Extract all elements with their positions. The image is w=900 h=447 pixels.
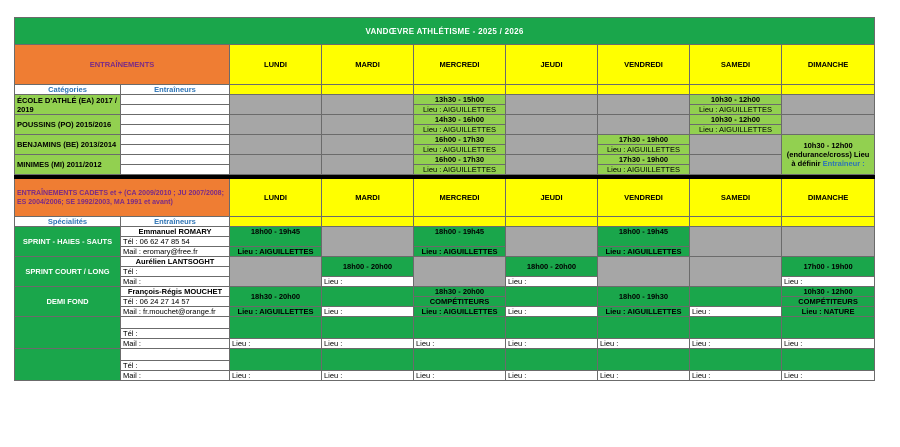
day-header-mercredi-2: MERCREDI: [414, 179, 506, 217]
df-thursday-place: Lieu :: [506, 307, 598, 317]
empty2-lieu-mer: Lieu :: [414, 371, 506, 381]
day-header-mardi: MARDI: [322, 45, 414, 85]
sprintcl-sunday-time: 17h00 - 19h00: [782, 257, 875, 277]
day-header-samedi-2: SAMEDI: [690, 179, 782, 217]
empty-specialty-2: [15, 349, 121, 381]
df-wednesday-sub: COMPÉTITEURS: [414, 297, 506, 307]
coach-lantsoght-tel: Tél :: [121, 267, 230, 277]
category-ea: ÉCOLE D'ATHLÉ (EA) 2017 / 2019: [15, 95, 121, 115]
day-header-lundi: LUNDI: [230, 45, 322, 85]
specialty-demi-fond: DEMI FOND: [15, 287, 121, 317]
df-monday-time: 18h30 - 20h00: [230, 287, 322, 307]
coach-mouchet-tel: Tél : 06 24 27 14 57: [121, 297, 230, 307]
sprintcl-thursday-time: 18h00 - 20h00: [506, 257, 598, 277]
sunday-cross-session: 10h30 - 12h00 (endurance/cross) Lieu à définir Entraîneur :: [782, 135, 875, 175]
day-header-lundi-2: LUNDI: [230, 179, 322, 217]
coach-lantsoght-mail: Mail :: [121, 277, 230, 287]
day-header-vendredi: VENDREDI: [598, 45, 690, 85]
day-header-dimanche: DIMANCHE: [782, 45, 875, 85]
df-tuesday-place: Lieu :: [322, 307, 414, 317]
be-wednesday-time: 16h00 - 17h30: [414, 135, 506, 145]
ea-saturday-time: 10h30 - 12h00: [690, 95, 782, 105]
day-header-dimanche-2: DIMANCHE: [782, 179, 875, 217]
coach-mouchet: François-Régis MOUCHET: [121, 287, 230, 297]
day-header-jeudi: JEUDI: [506, 45, 598, 85]
specialty-sprint-haies-sauts: SPRINT - HAIES - SAUTS: [15, 227, 121, 257]
empty1-mail: Mail :: [121, 339, 230, 349]
empty2-lieu-mar: Lieu :: [322, 371, 414, 381]
coaches-header: Entraîneurs: [121, 85, 230, 95]
po-wednesday-time: 14h30 - 16h00: [414, 115, 506, 125]
specialties-header: Spécialités: [15, 217, 121, 227]
mi-friday-place: Lieu : AIGUILLETTES: [598, 165, 690, 175]
day-header-samedi: SAMEDI: [690, 45, 782, 85]
ea-saturday-place: Lieu : AIGUILLETTES: [690, 105, 782, 115]
be-wednesday-place: Lieu : AIGUILLETTES: [414, 145, 506, 155]
empty2-lieu-jeu: Lieu :: [506, 371, 598, 381]
be-friday-time: 17h30 - 19h00: [598, 135, 690, 145]
empty1-lieu-mer: Lieu :: [414, 339, 506, 349]
empty1-lieu-sam: Lieu :: [690, 339, 782, 349]
empty1-lieu-ven: Lieu :: [598, 339, 690, 349]
empty1-lieu-jeu: Lieu :: [506, 339, 598, 349]
empty2-lieu-lun: Lieu :: [230, 371, 322, 381]
empty1-lieu-mar: Lieu :: [322, 339, 414, 349]
empty2-mail: Mail :: [121, 371, 230, 381]
empty1-lieu-dim: Lieu :: [782, 339, 875, 349]
coach-mouchet-mail: Mail : fr.mouchet@orange.fr: [121, 307, 230, 317]
mi-friday-time: 17h30 - 19h00: [598, 155, 690, 165]
sprintcl-sunday-place: Lieu :: [782, 277, 875, 287]
empty2-lieu-ven: Lieu :: [598, 371, 690, 381]
sprint-monday-place: Lieu : AIGUILLETTES: [230, 247, 322, 257]
day-header-jeudi-2: JEUDI: [506, 179, 598, 217]
section1-header: ENTRAÎNEMENTS: [15, 45, 230, 85]
sprintcl-tuesday-time: 18h00 - 20h00: [322, 257, 414, 277]
category-benjamins: BENJAMINS (BE) 2013/2014: [15, 135, 121, 155]
section2-header: ENTRAÎNEMENTS CADETS et + (CA 2009/2010 ; JU 2007/2008; ES 2004/2006; SE 1992/2003, MA 1991 et avant): [15, 179, 230, 217]
category-minimes: MINIMES (MI) 2011/2012: [15, 155, 121, 175]
sprint-friday-place: Lieu : AIGUILLETTES: [598, 247, 690, 257]
df-wednesday-time: 18h30 - 20h00: [414, 287, 506, 297]
df-wednesday-place: Lieu : AIGUILLETTES: [414, 307, 506, 317]
categories-header: Catégories: [15, 85, 121, 95]
df-sunday-place: Lieu : NATURE: [782, 307, 875, 317]
category-poussins: POUSSINS (PO) 2015/2016: [15, 115, 121, 135]
day-header-vendredi-2: VENDREDI: [598, 179, 690, 217]
df-friday-place: Lieu : AIGUILLETTES: [598, 307, 690, 317]
sprintcl-tuesday-place: Lieu :: [322, 277, 414, 287]
df-monday-place: Lieu : AIGUILLETTES: [230, 307, 322, 317]
day-header-mardi-2: MARDI: [322, 179, 414, 217]
empty2-lieu-dim: Lieu :: [782, 371, 875, 381]
mi-wednesday-place: Lieu : AIGUILLETTES: [414, 165, 506, 175]
df-saturday-place: Lieu :: [690, 307, 782, 317]
page-title: VANDŒVRE ATHLÉTISME - 2025 / 2026: [15, 18, 875, 45]
sprint-friday-time: 18h00 - 19h45: [598, 227, 690, 247]
coaches-header-2: Entraîneurs: [121, 217, 230, 227]
ea-wednesday-time: 13h30 - 15h00: [414, 95, 506, 105]
empty1-tel: Tél :: [121, 329, 230, 339]
po-saturday-place: Lieu : AIGUILLETTES: [690, 125, 782, 135]
mi-wednesday-time: 16h00 - 17h30: [414, 155, 506, 165]
schedule-sheet: [14, 17, 874, 381]
coach-romary: Emmanuel ROMARY: [121, 227, 230, 237]
df-sunday-time: 10h30 - 12h00: [782, 287, 875, 297]
coach-lantsoght: Aurélien LANTSOGHT: [121, 257, 230, 267]
empty-specialty-1: [15, 317, 121, 349]
coach-romary-tel: Tél : 06 62 47 85 54: [121, 237, 230, 247]
sprint-monday-time: 18h00 - 19h45: [230, 227, 322, 247]
day-header-mercredi: MERCREDI: [414, 45, 506, 85]
sunday-coach-label: Entraîneur :: [822, 159, 865, 168]
empty1-lieu-lun: Lieu :: [230, 339, 322, 349]
df-friday-time: 18h00 - 19h30: [598, 287, 690, 307]
empty2-lieu-sam: Lieu :: [690, 371, 782, 381]
schedule-table: [14, 17, 875, 381]
be-friday-place: Lieu : AIGUILLETTES: [598, 145, 690, 155]
empty2-tel: Tél :: [121, 361, 230, 371]
df-sunday-sub: COMPÉTITEURS: [782, 297, 875, 307]
sprint-wednesday-place: Lieu : AIGUILLETTES: [414, 247, 506, 257]
coach-romary-mail: Mail : eromary@free.fr: [121, 247, 230, 257]
specialty-sprint-court-long: SPRINT COURT / LONG: [15, 257, 121, 287]
ea-wednesday-place: Lieu : AIGUILLETTES: [414, 105, 506, 115]
po-wednesday-place: Lieu : AIGUILLETTES: [414, 125, 506, 135]
sprint-wednesday-time: 18h00 - 19h45: [414, 227, 506, 247]
po-saturday-time: 10h30 - 12h00: [690, 115, 782, 125]
sprintcl-thursday-place: Lieu :: [506, 277, 598, 287]
